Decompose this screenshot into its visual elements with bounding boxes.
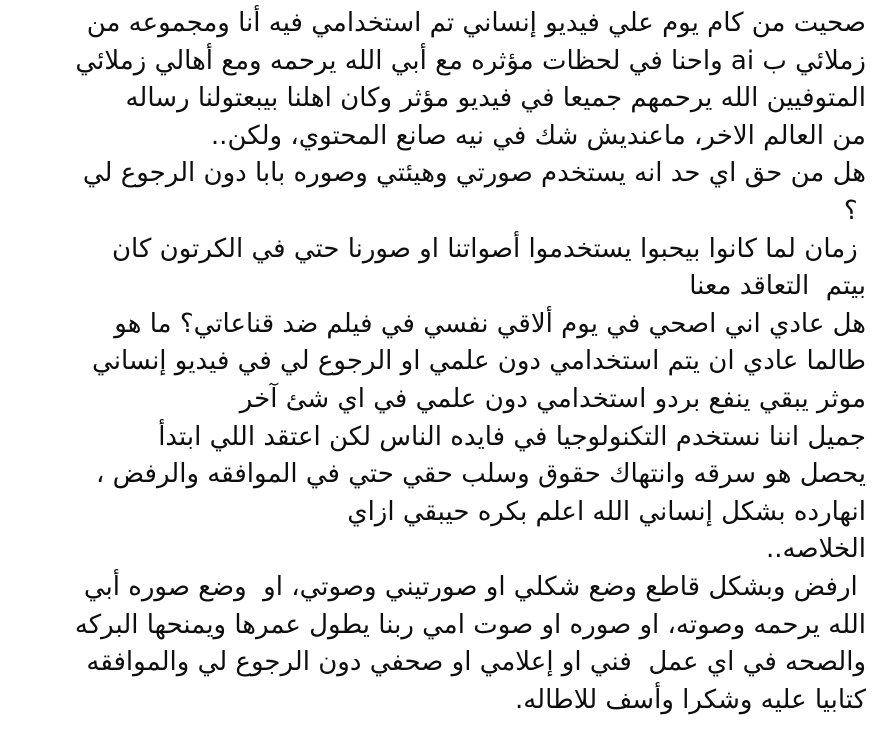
text-line: طالما عادي ان يتم استخدامي دون علمي او الرجوع لي في فيديو إنساني xyxy=(92,346,866,377)
text-line: كتابيا عليه وشكرا وأسف للاطاله. xyxy=(514,684,866,715)
text-line: والصحه في اي عمل فني او إعلامي او صحفي دون الرجوع لي والموافقه xyxy=(86,647,866,678)
text-line: صحيت من كام يوم علي فيديو إنساني تم استخدامي فيه أنا ومجموعه من xyxy=(86,8,866,38)
text-line: انهارده بشكل إنساني الله اعلم بكره حيبقي ازاي xyxy=(347,496,866,527)
text-line: يحصل هو سرقه وانتهاك حقوق وسلب حقي حتي في الموافقه والرفض ، xyxy=(96,459,866,490)
text-line: الله يرحمه وصوته، او صوره او صوت امي ربنا يطول عمرها ويمنحها البركه xyxy=(74,609,866,640)
text-line: زمان لما كانوا بيحبوا يستخدموا أصواتنا او صورنا حتي في الكرتون كان xyxy=(111,233,866,264)
text-line: زملائي ب ai واحنا في لحظات مؤثره مع أبي الله يرحمه ومع أهالي زملائي xyxy=(75,45,866,76)
text-line: جميل اننا نستخدم التكنولوجيا في فايده الناس لكن اعتقد اللي ابتدأ xyxy=(158,421,866,452)
text-line: موثر يبقي ينفع بردو استخدامي دون علمي في اي شئ آخر xyxy=(239,383,866,414)
text-line: الخلاصه.. xyxy=(766,534,866,565)
text-line: هل من حق اي حد انه يستخدم صورتي وهيئتي وصوره بابا دون الرجوع لي xyxy=(82,158,866,189)
text-line: بيتم التعاقد معنا xyxy=(689,271,866,302)
text-line: من العالم الاخر، ماعنديش شك في نيه صانع المحتوي، ولكن.. xyxy=(210,120,866,151)
text-line: هل عادي اني اصحي في يوم ألاقي نفسي في فيلم ضد قناعاتي؟ ما هو xyxy=(114,308,866,339)
text-line: ؟ xyxy=(843,195,866,226)
text-line: المتوفيين الله يرحمهم جميعا في فيديو مؤثر وكان اهلنا بيبعتولنا رساله xyxy=(125,83,866,114)
text-line: ارفض وبشكل قاطع وضع شكلي او صورتيني وصوتي، او وضع صوره أبي xyxy=(83,571,866,602)
